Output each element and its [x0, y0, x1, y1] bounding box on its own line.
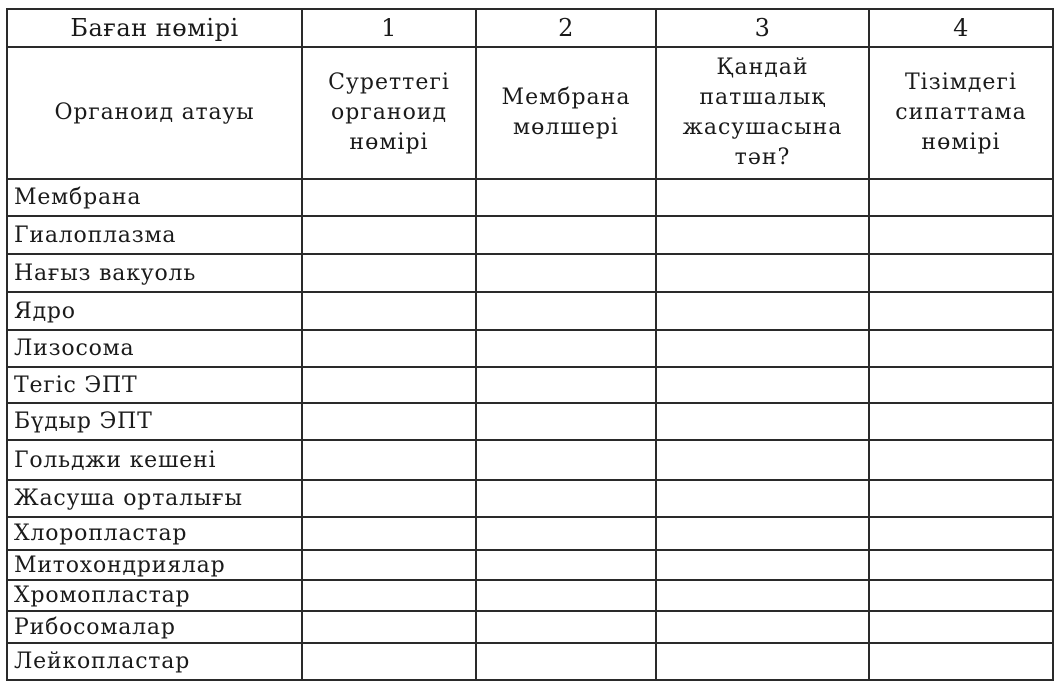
organoid-name-cell: Ядро — [7, 292, 302, 330]
table-row — [7, 330, 1053, 367]
organoid-name-cell: Хлоропластар — [7, 517, 302, 550]
membrane-count-cell[interactable] — [476, 403, 656, 440]
membrane-count-cell[interactable] — [476, 179, 656, 216]
figure-number-cell[interactable] — [302, 367, 476, 403]
figure-number-cell[interactable] — [302, 403, 476, 440]
header-figure-number-text: Суреттегі органоид нөмірі — [328, 70, 450, 155]
figure-number-cell[interactable] — [302, 550, 476, 580]
header-figure-number — [302, 47, 476, 179]
column-number-4: 4 — [869, 9, 1053, 47]
header-description-number — [869, 47, 1053, 179]
description-number-cell[interactable] — [869, 517, 1053, 550]
table-row — [7, 643, 1053, 680]
description-number-cell[interactable] — [869, 179, 1053, 216]
organoid-table — [6, 8, 1054, 681]
kingdom-cell[interactable] — [656, 611, 869, 643]
membrane-count-cell[interactable] — [476, 440, 656, 480]
table-row — [7, 216, 1053, 254]
header-organoid-name-text: Органоид атауы — [54, 100, 255, 125]
table-row — [7, 480, 1053, 517]
figure-number-cell[interactable] — [302, 216, 476, 254]
membrane-count-cell[interactable] — [476, 480, 656, 517]
column-number-1: 1 — [302, 9, 476, 47]
membrane-count-cell[interactable] — [476, 292, 656, 330]
table-row — [7, 403, 1053, 440]
organoid-name-cell: Лизосома — [7, 330, 302, 367]
kingdom-cell[interactable] — [656, 643, 869, 680]
description-number-cell[interactable] — [869, 580, 1053, 611]
organoid-name-cell: Мембрана — [7, 179, 302, 216]
header-organoid-name — [7, 47, 302, 179]
kingdom-cell[interactable] — [656, 216, 869, 254]
membrane-count-cell[interactable] — [476, 611, 656, 643]
kingdom-cell[interactable] — [656, 517, 869, 550]
table-body — [7, 179, 1053, 680]
membrane-count-cell[interactable] — [476, 367, 656, 403]
table-row — [7, 550, 1053, 580]
organoid-name-cell: Тегіс ЭПТ — [7, 367, 302, 403]
description-number-cell[interactable] — [869, 216, 1053, 254]
figure-number-cell[interactable] — [302, 440, 476, 480]
figure-number-cell[interactable] — [302, 254, 476, 292]
figure-number-cell[interactable] — [302, 330, 476, 367]
kingdom-cell[interactable] — [656, 403, 869, 440]
column-number-2: 2 — [476, 9, 656, 47]
column-number-3: 3 — [656, 9, 869, 47]
organoid-name-cell: Жасуша орталығы — [7, 480, 302, 517]
figure-number-cell[interactable] — [302, 611, 476, 643]
organoid-name-cell: Лейкопластар — [7, 643, 302, 680]
organoid-name-cell: Гольджи кешені — [7, 440, 302, 480]
header-membrane-count — [476, 47, 656, 179]
figure-number-cell[interactable] — [302, 292, 476, 330]
membrane-count-cell[interactable] — [476, 580, 656, 611]
description-number-cell[interactable] — [869, 480, 1053, 517]
organoid-name-cell: Митохондриялар — [7, 550, 302, 580]
figure-number-cell[interactable] — [302, 480, 476, 517]
kingdom-cell[interactable] — [656, 254, 869, 292]
table-row — [7, 517, 1053, 550]
figure-number-cell[interactable] — [302, 179, 476, 216]
description-number-cell[interactable] — [869, 440, 1053, 480]
membrane-count-cell[interactable] — [476, 517, 656, 550]
figure-number-cell[interactable] — [302, 643, 476, 680]
table-row — [7, 580, 1053, 611]
column-number-label: Баған нөмірі — [7, 9, 302, 47]
description-number-cell[interactable] — [869, 330, 1053, 367]
kingdom-cell[interactable] — [656, 550, 869, 580]
membrane-count-cell[interactable] — [476, 643, 656, 680]
kingdom-cell[interactable] — [656, 580, 869, 611]
table-row — [7, 440, 1053, 480]
header-description-number-text: Тізімдегі сипаттама нөмірі — [895, 70, 1027, 155]
kingdom-cell[interactable] — [656, 367, 869, 403]
description-number-cell[interactable] — [869, 367, 1053, 403]
column-number-row — [7, 9, 1053, 47]
header-membrane-count-text: Мембрана мөлшері — [501, 85, 631, 140]
table-row — [7, 367, 1053, 403]
description-number-cell[interactable] — [869, 292, 1053, 330]
header-kingdom-cell — [656, 47, 869, 179]
kingdom-cell[interactable] — [656, 480, 869, 517]
figure-number-cell[interactable] — [302, 580, 476, 611]
membrane-count-cell[interactable] — [476, 330, 656, 367]
description-number-cell[interactable] — [869, 254, 1053, 292]
membrane-count-cell[interactable] — [476, 216, 656, 254]
organoid-name-cell: Хромопластар — [7, 580, 302, 611]
table-row — [7, 254, 1053, 292]
organoid-name-cell: Нағыз вакуоль — [7, 254, 302, 292]
column-header-row — [7, 47, 1053, 179]
figure-number-cell[interactable] — [302, 517, 476, 550]
description-number-cell[interactable] — [869, 643, 1053, 680]
kingdom-cell[interactable] — [656, 292, 869, 330]
kingdom-cell[interactable] — [656, 179, 869, 216]
kingdom-cell[interactable] — [656, 440, 869, 480]
membrane-count-cell[interactable] — [476, 550, 656, 580]
description-number-cell[interactable] — [869, 611, 1053, 643]
kingdom-cell[interactable] — [656, 330, 869, 367]
table-row — [7, 292, 1053, 330]
table-row — [7, 179, 1053, 216]
organoid-name-cell: Рибосомалар — [7, 611, 302, 643]
description-number-cell[interactable] — [869, 403, 1053, 440]
organoid-name-cell: Гиалоплазма — [7, 216, 302, 254]
description-number-cell[interactable] — [869, 550, 1053, 580]
organoid-name-cell: Бүдыр ЭПТ — [7, 403, 302, 440]
membrane-count-cell[interactable] — [476, 254, 656, 292]
table-row — [7, 611, 1053, 643]
header-kingdom-cell-text: Қандай патшалық жасушасына тән? — [682, 55, 843, 170]
